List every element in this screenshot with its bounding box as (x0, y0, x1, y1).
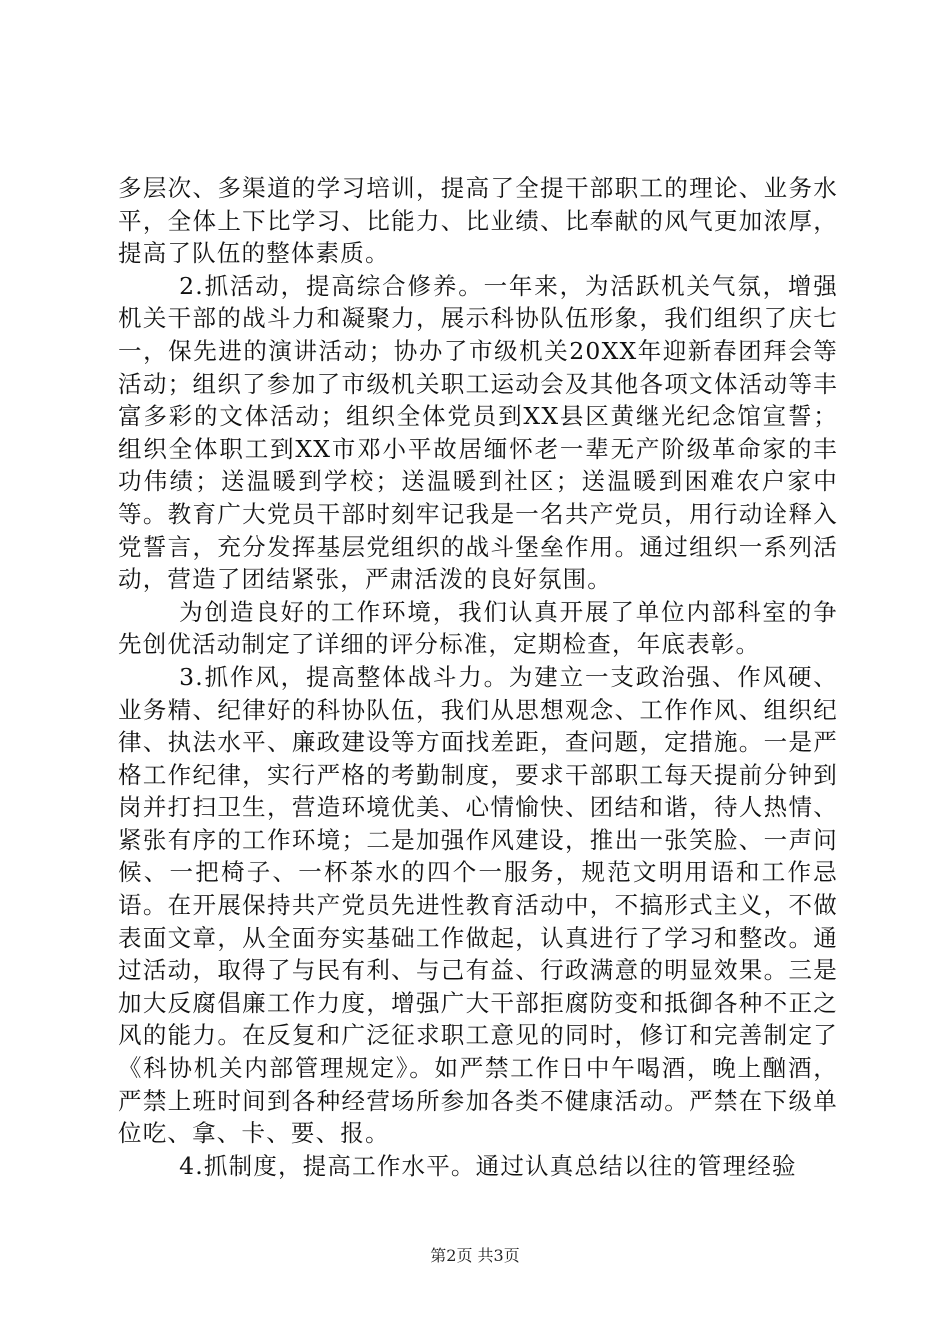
paragraph-work-environment: 为创造良好的工作环境，我们认真开展了单位内部科室的争先创优活动制定了详细的评分标准，定期检查，年底表彰。 (118, 597, 838, 659)
paragraph-work-style: 3.抓作风，提高整体战斗力。为建立一支政治强、作风硬、业务精、纪律好的科协队伍，我们从思想观念、工作作风、组织纪律、执法水平、廉政建设等方面找差距，查问题，定措施。一是严格工作纪律，实行严格的考勤制度，要求干部职工每天提前分钟到岗并打扫卫生，营造环境优美、心情愉快、团结和谐，待人热情、紧张有序的工作环境；二是加强作风建设，推出一张笑脸、一声问候、一把椅子、一杯茶水的四个一服务，规范文明用语和工作忌语。在开展保持共产党员先进性教育活动中，不搞形式主义，不做表面文章，从全面夯实基础工作做起，认真进行了学习和整改。通过活动，取得了与民有利、与己有益、行政满意的明显效果。三是加大反腐倡廉工作力度，增强广大干部拒腐防变和抵御各种不正之风的能力。在反复和广泛征求职工意见的同时，修订和完善制定了《科协机关内部管理规定》。如严禁工作日中午喝酒，晚上酗酒，严禁上班时间到各种经营场所参加各类不健康活动。严禁在下级单位吃、拿、卡、要、报。 (118, 662, 838, 1148)
paragraph-system: 4.抓制度，提高工作水平。通过认真总结以往的管理经验 (179, 1151, 797, 1180)
paragraph-continuation: 多层次、多渠道的学习培训，提高了全提干部职工的理论、业务水平，全体上下比学习、比能力、比业绩、比奉献的风气更加浓厚，提高了队伍的整体素质。 (118, 174, 838, 268)
page-number-footer: 第2页 共3页 (430, 1246, 520, 1265)
paragraph-activities: 2.抓活动，提高综合修养。一年来，为活跃机关气氛，增强机关干部的战斗力和凝聚力，展示科协队伍形象，我们组织了庆七一，保先进的演讲活动；协办了市级机关20XX年迎新春团拜会等活动；组织了参加了市级机关职工运动会及其他各项文体活动等丰富多彩的文体活动；组织全体党员到XX县区黄继光纪念馆宣誓；组织全体职工到XX市邓小平故居缅怀老一辈无产阶级革命家的丰功伟绩；送温暖到学校；送温暖到社区；送温暖到困难农户家中等。教育广大党员干部时刻牢记我是一名共产党员，用行动诠释入党誓言，充分发挥基层党组织的战斗堡垒作用。通过组织一系列活动，营造了团结紧张，严肃活泼的良好氛围。 (118, 271, 838, 594)
document-body (118, 172, 838, 1182)
